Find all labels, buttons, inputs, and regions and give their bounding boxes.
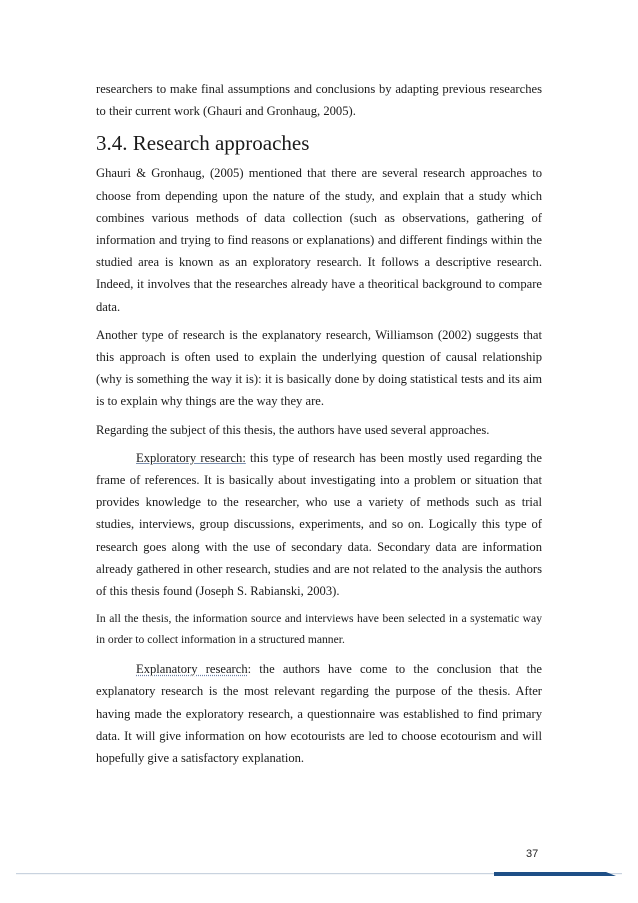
exploratory-research-label: Exploratory research: <box>136 450 246 465</box>
paragraph-information-source: In all the thesis, the information source and interviews have been selected in a systematic way in order to collect information in a structured manner. <box>96 612 542 647</box>
paragraph-subject: Regarding the subject of this thesis, the authors have used several approaches. <box>96 422 490 437</box>
paragraph-explanatory: Another type of research is the explanatory research, Williamson (2002) suggests that this approach is often used to explain the underlying question of causal relationship (why is something the way it is): it is basically done by doing statistical tests and its aim is to explain why things are the way they are. <box>96 327 542 409</box>
page-number: 37 <box>526 848 539 860</box>
paragraph-research-approaches: Ghauri & Gronhaug, (2005) mentioned that there are several research approaches to choose from depending upon the nature of the study, and explain that a study which combines various methods of data collection (such as observations, gathering of information and trying to find reasons or explanations) and different findings within the studied area is known as an exploratory research. It follows a descriptive research. Indeed, it involves that the researches already have a theoritical background to compare data. <box>96 166 542 314</box>
explanatory-research-label: Explanatory research <box>136 662 248 677</box>
page-content <box>96 78 542 775</box>
footer-rule <box>16 868 622 880</box>
section-heading: 3.4. Research approaches <box>96 131 310 156</box>
explanatory-research-text: : the authors have come to the conclusion that the explanatory research is the most relevant regarding the purpose of the thesis. After having made the exploratory research, a questionnaire was established to find primary data. It will give information on how ecotourists are led to choose ecotourism and will hopefully give a satisfactory explanation. <box>96 662 542 766</box>
footer-accent-bar <box>494 872 616 876</box>
paragraph-exploratory-research <box>96 447 542 602</box>
paragraph-intro: researchers to make final assumptions and conclusions by adapting previous researches to their current work (Ghauri and Gronhaug, 2005). <box>96 82 542 119</box>
exploratory-research-text: this type of research has been mostly used regarding the frame of references. It is basically about investigating into a problem or situation that provides knowledge to the researcher, who use a variety of methods such as trial studies, interviews, group discussions, experiments, and so on. Logically this type of research goes along with the use of secondary data. Secondary data are information already gathered in other research, studies and are not related to the analysis the authors of this thesis found (Joseph S. Rabianski, 2003). <box>96 450 542 599</box>
paragraph-explanatory-research <box>96 658 542 769</box>
